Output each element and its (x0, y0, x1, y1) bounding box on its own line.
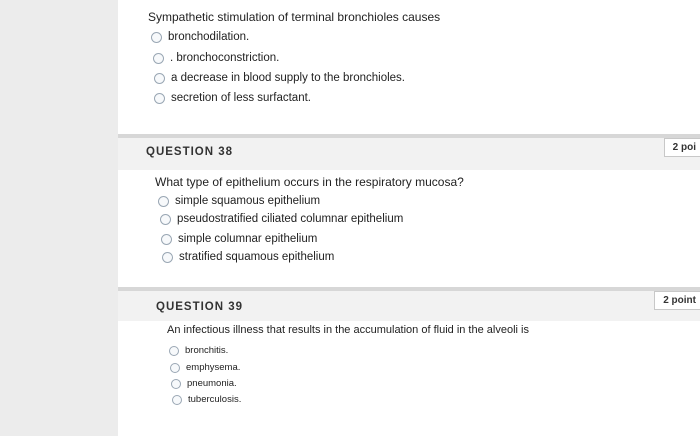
question-38-prompt: What type of epithelium occurs in the respiratory mucosa? (155, 175, 464, 189)
option-label: simple squamous epithelium (175, 195, 321, 207)
question-37-prompt: Sympathetic stimulation of terminal bronchioles causes (148, 10, 441, 24)
question-39-title: QUESTION 39 (156, 301, 244, 313)
question-39-points: 2 point (654, 291, 700, 310)
radio-button-icon[interactable] (158, 196, 169, 207)
option-label: pneumonia. (187, 378, 237, 389)
option-label: bronchodilation. (168, 31, 250, 43)
question-38-option-4[interactable] (162, 251, 334, 263)
question-38-option-3[interactable] (161, 233, 317, 245)
question-37-option-2[interactable] (153, 52, 279, 64)
radio-button-icon[interactable] (171, 379, 181, 389)
option-label: secretion of less surfactant. (171, 92, 311, 104)
radio-button-icon[interactable] (153, 53, 164, 64)
question-38-option-1[interactable] (158, 195, 320, 207)
question-38-option-2[interactable] (160, 213, 403, 225)
radio-button-icon[interactable] (161, 234, 172, 245)
question-38-points: 2 poi (664, 138, 700, 157)
question-39-option-1[interactable] (169, 345, 228, 356)
question-37-option-4[interactable] (154, 92, 311, 104)
question-37-option-3[interactable] (154, 72, 405, 84)
question-39-option-4[interactable] (172, 394, 241, 405)
question-39-option-3[interactable] (171, 378, 237, 389)
option-label: simple columnar epithelium (178, 233, 318, 245)
question-38-header (118, 138, 700, 170)
radio-button-icon[interactable] (154, 93, 165, 104)
option-label: emphysema. (186, 362, 241, 373)
option-label: tuberculosis. (188, 394, 242, 405)
option-label: pseudostratified ciliated columnar epithelium (177, 213, 404, 225)
option-label: stratified squamous epithelium (179, 251, 335, 263)
option-label: . bronchoconstriction. (170, 52, 280, 64)
question-37-option-1[interactable] (151, 31, 249, 43)
question-39-prompt: An infectious illness that results in the accumulation of fluid in the alveoli is (167, 324, 529, 336)
question-39-header (118, 291, 700, 321)
question-39-option-2[interactable] (170, 362, 240, 373)
radio-button-icon[interactable] (172, 395, 182, 405)
radio-button-icon[interactable] (154, 73, 165, 84)
radio-button-icon[interactable] (151, 32, 162, 43)
radio-button-icon[interactable] (160, 214, 171, 225)
radio-button-icon[interactable] (170, 363, 180, 373)
radio-button-icon[interactable] (162, 252, 173, 263)
option-label: a decrease in blood supply to the bronchioles. (171, 72, 405, 84)
radio-button-icon[interactable] (169, 346, 179, 356)
question-38-title: QUESTION 38 (146, 146, 234, 158)
option-label: bronchitis. (185, 345, 229, 356)
